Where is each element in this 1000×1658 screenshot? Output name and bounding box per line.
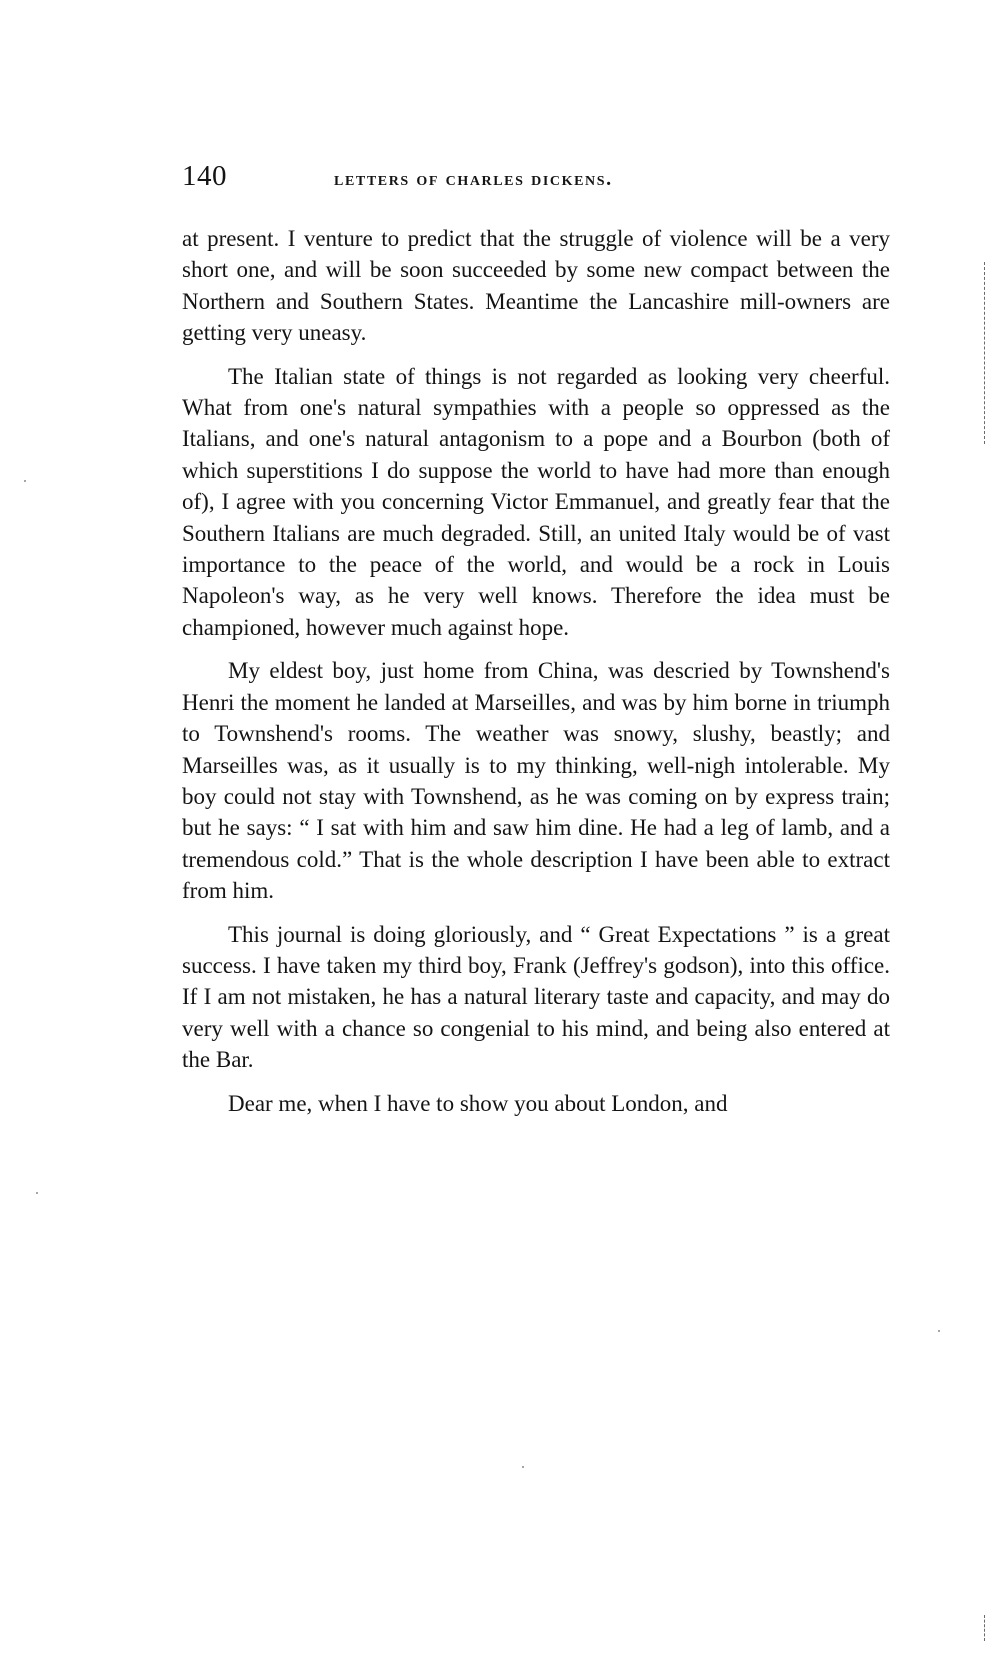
scan-speck (24, 480, 26, 482)
scan-speck (938, 1330, 940, 1332)
running-title: letters of charles dickens. (334, 168, 613, 190)
scan-edge-mark (984, 1615, 986, 1641)
paragraph-italian-state: The Italian state of things is not regarded as looking very cheerful. What from one's natural sympathies with a people so oppressed as the Italians, and one's natural antagonism to a pope and a Bourbon (both of which superstitions I do suppose the world to have had more than enough of), I agree with you concerning Victor Emmanuel, and greatly fear that the Southern Italians are much degraded. Still, an united Italy would be of vast importance to the peace of the world, and would be a rock in Louis Napoleon's way, as he very well knows. Therefore the idea must be championed, however much against hope. (182, 363, 890, 640)
paragraph-journal: This journal is doing gloriously, and “ Great Expectations ” is a great success. I have taken my third boy, Frank (Jeffrey's godson), into this office. If I am not mistaken, he has a natural literary taste and capacity, and may do very well with a chance so congenial to his mind, and being also entered at the Bar. (182, 921, 890, 1073)
paragraph-continued: at present. I venture to predict that the struggle of violence will be a very short one, and will be soon succeeded by some new compact between the Northern and Southern States. Meantime the Lancashire mill-owners are getting very uneasy. (182, 226, 890, 346)
letter-text (182, 223, 890, 1119)
scan-speck (36, 1192, 38, 1194)
running-head (182, 156, 892, 196)
paragraph-dear-me: Dear me, when I have to show you about London, and (228, 1090, 728, 1116)
scan-edge-mark (984, 262, 986, 444)
page-number: 140 (182, 160, 227, 192)
scan-speck (522, 1466, 524, 1468)
paragraph-eldest-boy: My eldest boy, just home from China, was descried by Townshend's Henri the moment he landed at Marseilles, and was by him borne in triumph to Townshend's rooms. The weather was snowy, slushy, beastly; and Marseilles was, as it usually is to my thinking, well-nigh intolerable. My boy could not stay with Townshend, as he was coming on by express train; but he says: “ I sat with him and saw him dine. He had a leg of lamb, and a tremendous cold.” That is the whole description I have been able to extract from him. (182, 658, 890, 904)
